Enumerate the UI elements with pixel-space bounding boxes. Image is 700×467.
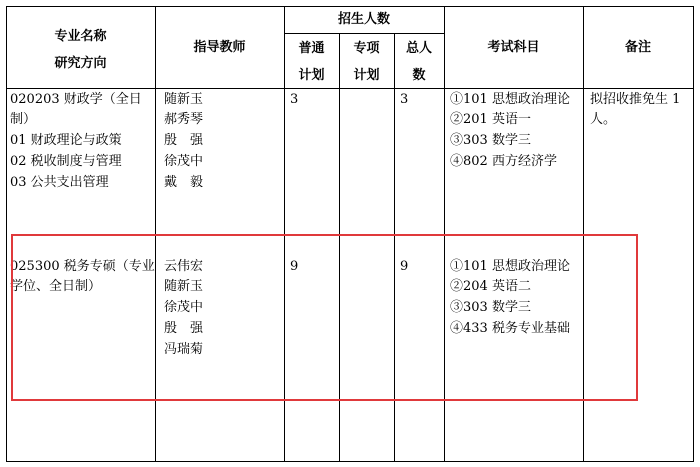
row2-exam-1: ①101 思想政治理论	[450, 259, 570, 274]
col-border-right	[693, 6, 694, 462]
row1-major-line5: 03 公共支出管理	[10, 175, 109, 190]
row1-advisor-1: 随新玉	[164, 92, 204, 107]
row1-major-line4: 02 税收制度与管理	[10, 154, 122, 169]
enroll-header-divider	[284, 33, 444, 34]
row1-advisor-3: 殷 强	[164, 133, 204, 148]
col-border-left	[6, 6, 7, 462]
row1-major-line1: 020203 财政学（全日	[10, 92, 142, 107]
header-bottom-border	[6, 88, 694, 89]
highlight-box	[11, 234, 638, 401]
table-bottom-border	[6, 461, 694, 462]
header-advisor: 指导教师	[193, 40, 246, 55]
row2-major-line1: 025300 税务专硕（专业	[10, 259, 155, 274]
row1-major-line2: 制）	[10, 112, 37, 127]
row2-advisor-3: 徐茂中	[164, 300, 204, 315]
row2-advisor-1: 云伟宏	[164, 259, 204, 274]
row1-exam-2: ②201 英语一	[450, 112, 531, 127]
row1-exam-4: ④802 西方经济学	[450, 154, 557, 169]
row2-advisor-5: 冯瑞菊	[164, 342, 204, 357]
row1-remark-line1: 拟招收推免生 1	[590, 92, 681, 107]
header-remark: 备注	[624, 40, 651, 55]
row1-advisor-5: 戴 毅	[164, 175, 204, 190]
row1-major-line3: 01 财政理论与政策	[10, 133, 122, 148]
row1-exam-3: ③303 数学三	[450, 133, 531, 148]
header-special-line1: 专项	[353, 41, 380, 56]
row2-advisor-4: 殷 强	[164, 321, 204, 336]
header-total-line1: 总人	[405, 41, 432, 56]
row2-total: 9	[400, 259, 409, 274]
row2-regular: 9	[290, 259, 299, 274]
row2-advisor-2: 随新玉	[164, 279, 204, 294]
row1-advisor-2: 郝秀琴	[164, 112, 204, 127]
header-enroll-title: 招生人数	[337, 12, 390, 27]
row2-exam-2: ②204 英语二	[450, 279, 531, 294]
header-exam: 考试科目	[487, 40, 540, 55]
row1-remark-line2: 人。	[590, 112, 617, 127]
header-major-line1: 专业名称	[54, 29, 107, 44]
header-total-line2: 数	[412, 68, 426, 83]
row1-total: 3	[400, 92, 409, 107]
row2-major-line2: 学位、全日制）	[10, 279, 102, 294]
row2-exam-4: ④433 税务专业基础	[450, 321, 570, 336]
row1-advisor-4: 徐茂中	[164, 154, 204, 169]
header-major-line2: 研究方向	[54, 56, 107, 71]
header-regular-line1: 普通	[298, 41, 325, 56]
row1-exam-1: ①101 思想政治理论	[450, 92, 570, 107]
row2-exam-3: ③303 数学三	[450, 300, 531, 315]
header-regular-line2: 计划	[298, 68, 325, 83]
row1-regular: 3	[290, 92, 299, 107]
header-special-line2: 计划	[353, 68, 380, 83]
table-top-border	[6, 6, 694, 7]
